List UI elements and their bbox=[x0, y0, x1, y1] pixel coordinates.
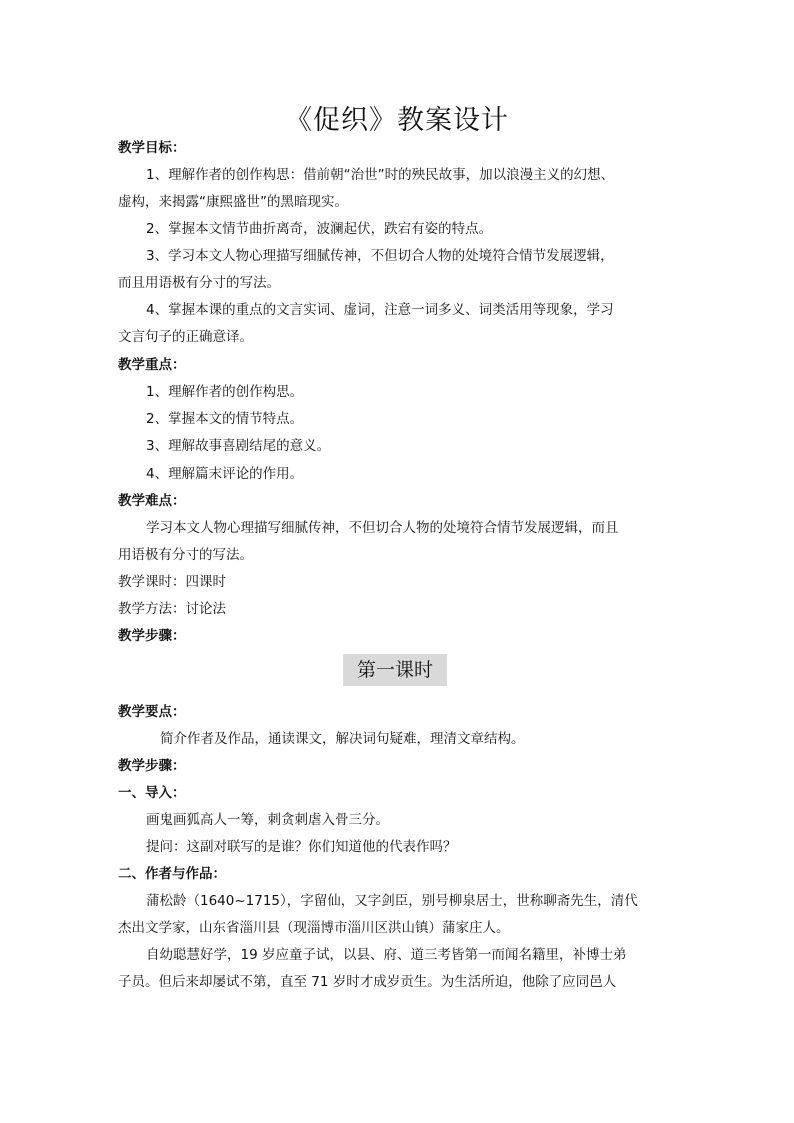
key-points-heading: 教学重点： bbox=[118, 357, 186, 373]
goal-item-2: 2、掌握本文情节曲折离奇，波澜起伏，跌宕有姿的特点。 bbox=[146, 221, 493, 237]
intro-heading: 一、导入： bbox=[118, 785, 186, 801]
goal-item-3-line-2: 而且用语极有分寸的写法。 bbox=[118, 275, 280, 291]
teaching-method: 教学方法：讨论法 bbox=[118, 601, 226, 617]
goals-heading: 教学目标： bbox=[118, 140, 186, 156]
author-paragraph-2-line-2: 子员。但后来却屡试不第，直至 71 岁时才成岁贡生。为生活所迫，他除了应同邑人 bbox=[118, 974, 617, 990]
difficulties-line-2: 用语极有分寸的写法。 bbox=[118, 547, 253, 563]
difficulties-heading: 教学难点： bbox=[118, 493, 186, 509]
lesson-points-heading: 教学要点： bbox=[118, 704, 186, 720]
author-heading: 二、作者与作品： bbox=[118, 866, 226, 882]
goal-item-1-line-2: 虚构，来揭露“康熙盛世”的黑暗现实。 bbox=[118, 194, 348, 210]
class-hours: 教学课时：四课时 bbox=[118, 574, 226, 590]
author-paragraph-1-line-2: 杰出文学家，山东省淄川县（现淄博市淄川区洪山镇）蒲家庄人。 bbox=[118, 920, 510, 936]
goal-item-3-line-1: 3、学习本文人物心理描写细腻传神，不但切合人物的处境符合情节发展逻辑， bbox=[146, 248, 614, 264]
lesson-title: 第一课时 bbox=[343, 654, 447, 686]
key-point-4: 4、理解篇末评论的作用。 bbox=[146, 466, 304, 482]
goal-item-4-line-2: 文言句子的正确意译。 bbox=[118, 329, 253, 345]
lesson-points-text: 简介作者及作品，通读课文，解决词句疑难，理清文章结构。 bbox=[160, 731, 525, 747]
author-paragraph-2-line-1: 自幼聪慧好学，19 岁应童子试，以县、府、道三考皆第一而闻名籍里，补博士弟 bbox=[146, 947, 627, 963]
key-point-3: 3、理解故事喜剧结尾的意义。 bbox=[146, 438, 331, 454]
key-point-2: 2、掌握本文的情节特点。 bbox=[146, 411, 304, 427]
goal-item-4-line-1: 4、掌握本课的重点的文言实词、虚词，注意一词多义、词类活用等现象，学习 bbox=[146, 302, 614, 318]
page-title: 《促织》教案设计 bbox=[285, 105, 509, 136]
steps-heading: 教学步骤： bbox=[118, 628, 186, 644]
author-paragraph-1-line-1: 蒲松龄（1640~1715），字留仙，又字剑臣，别号柳泉居士，世称聊斋先生，清代 bbox=[146, 893, 638, 909]
difficulties-line-1: 学习本文人物心理描写细腻传神，不但切合人物的处境符合情节发展逻辑，而且 bbox=[146, 520, 619, 536]
key-point-1: 1、理解作者的创作构思。 bbox=[146, 384, 304, 400]
lesson-steps-heading: 教学步骤： bbox=[118, 758, 186, 774]
intro-line-1: 画鬼画狐高人一筹，刺贪刺虐入骨三分。 bbox=[146, 812, 389, 828]
intro-line-2: 提问：这副对联写的是谁？你们知道他的代表作吗？ bbox=[146, 839, 457, 855]
goal-item-1-line-1: 1、理解作者的创作构思：借前朝“治世”时的殃民故事，加以浪漫主义的幻想、 bbox=[146, 167, 615, 183]
